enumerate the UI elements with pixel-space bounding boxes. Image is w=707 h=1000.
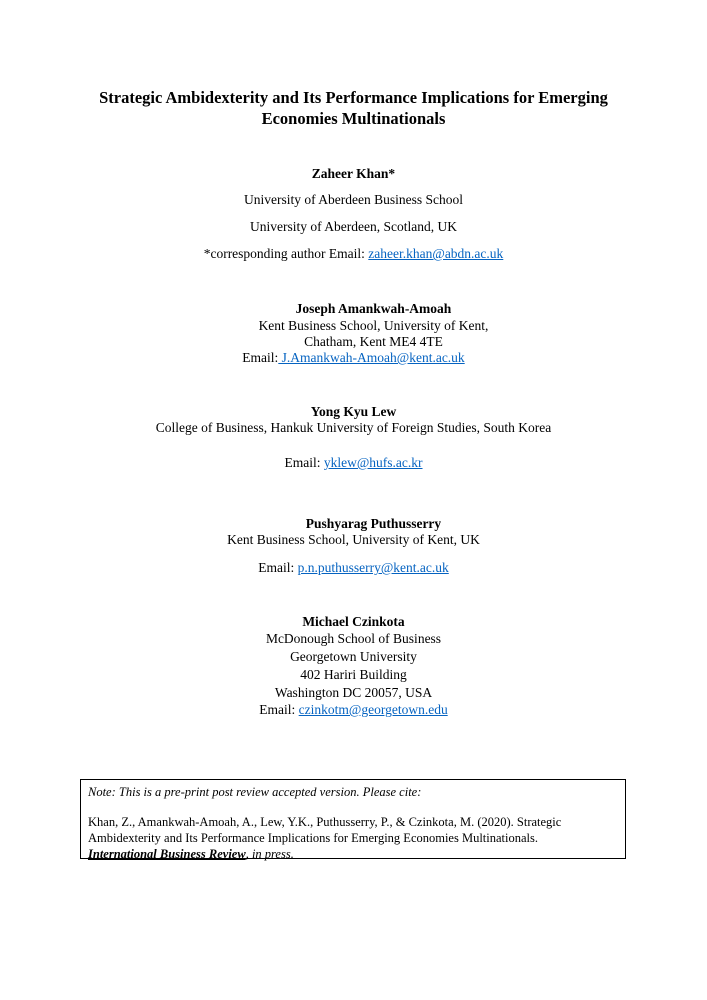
author-name-4: Pushyarag Puthusserry [305,516,442,531]
citation-journal: International Business Review [88,847,246,861]
email-label: Email: [242,350,279,365]
paper-title-line-1: Strategic Ambidexterity and Its Performance Implications for Emerging [99,88,608,107]
author-name-1: Zaheer Khan* [311,166,396,181]
author-5-affiliation-1: McDonough School of Business [265,631,442,646]
author-name-3: Yong Kyu Lew [310,404,397,419]
citation-line-3 [88,846,618,862]
paper-title-line-2: Economies Multinationals [261,109,446,128]
author-1-email-line [0,246,707,262]
author-5-email-line [0,702,707,718]
email-label: *corresponding author Email: [203,246,369,261]
author-1-affiliation-1: University of Aberdeen Business School [244,192,463,207]
author-4-affiliation-1: Kent Business School, University of Kent, UK [227,532,480,547]
author-name-5: Michael Czinkota [302,614,405,629]
author-3-email-link[interactable]: yklew@hufs.ac.kr [323,455,423,470]
author-2-email-line [0,350,707,366]
citation-note: Note: This is a pre-print post review accepted version. Please cite: [88,785,422,799]
author-5-affiliation-3: 402 Hariri Building [300,667,407,682]
email-label: Email: [259,702,299,717]
author-4-email-line [0,560,707,576]
citation-box [80,779,626,859]
author-2-email-link[interactable]: J.Amankwah-Amoah@kent.ac.uk [278,350,465,365]
author-3-affiliation-1: College of Business, Hankuk University of Foreign Studies, South Korea [155,420,552,435]
author-name-2: Joseph Amankwah-Amoah [295,301,452,316]
author-2-affiliation-2: Chatham, Kent ME4 4TE [304,334,443,349]
email-label: Email: [258,560,298,575]
author-5-affiliation-2: Georgetown University [290,649,417,664]
author-1-email-link[interactable]: zaheer.khan@abdn.ac.uk [368,246,504,261]
citation-line-1: Khan, Z., Amankwah-Amoah, A., Lew, Y.K., Puthusserry, P., & Czinkota, M. (2020). Strategic [88,815,562,829]
citation-line-2: Ambidexterity and Its Performance Implications for Emerging Economies Multinationals. [88,831,539,845]
citation-suffix: , in press. [245,847,294,861]
author-2-affiliation-1: Kent Business School, University of Kent, [258,318,489,333]
author-4-email-link[interactable]: p.n.puthusserry@kent.ac.uk [297,560,449,575]
author-5-affiliation-4: Washington DC 20057, USA [274,685,433,700]
author-3-email-line [0,455,707,471]
author-1-affiliation-2: University of Aberdeen, Scotland, UK [250,219,457,234]
email-label: Email: [284,455,324,470]
author-5-email-link[interactable]: czinkotm@georgetown.edu [298,702,448,717]
